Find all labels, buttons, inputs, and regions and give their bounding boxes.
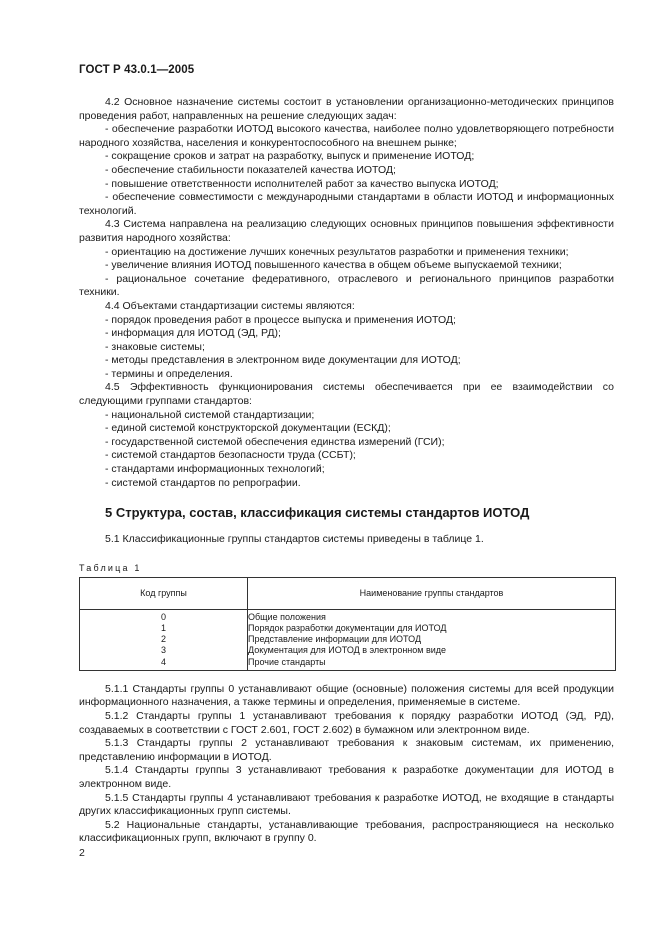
table-row — [80, 609, 616, 670]
list-item: - рациональное сочетание федеративного, отраслевого и регионального принципов разработки техники. — [79, 272, 614, 299]
list-item: - ориентацию на достижение лучших конечных результатов разработки и применения техники; — [105, 245, 569, 258]
list-item: - порядок проведения работ в процессе выпуска и применения ИОТОД; — [105, 313, 456, 326]
list-item: - стандартами информационных технологий; — [105, 463, 325, 476]
list-item: - государственной системой обеспечения единства измерений (ГСИ); — [105, 435, 445, 448]
table-caption: Таблица 1 — [79, 562, 142, 573]
list-item: - методы представления в электронном виде документации для ИОТОД; — [105, 354, 461, 367]
group-name: Порядок разработки документации для ИОТОД — [248, 623, 447, 634]
list-item: - обеспечение разработки ИОТОД высокого качества, наиболее полно удовлетворяющего потребности народного хозяйства, населения и конкурентоспособного на внешнем рынке; — [79, 123, 614, 149]
column-header-name: Наименование группы стандартов — [248, 577, 616, 609]
list-item: - системой стандартов по репрографии. — [105, 476, 301, 489]
paragraph-5-1-1: 5.1.1 Стандарты группы 0 устанавливают общие (основные) положения системы для всей продукции информационного назначения, а также термины и определения, применяемые в системе. — [79, 682, 614, 709]
list-item: - обеспечение совместимости с международными стандартами в области ИОТОД и информационных технологий. — [79, 191, 614, 217]
paragraph-5-1: 5.1 Классификационные группы стандартов системы приведены в таблице 1. — [105, 533, 484, 546]
group-name: Документация для ИОТОД в электронном виде — [248, 645, 447, 656]
list-item: - увеличение влияния ИОТОД повышенного качества в общем объеме выпускаемой техники; — [105, 259, 562, 272]
paragraph-5-2: 5.2 Национальные стандарты, устанавливающие требования, распространяющиеся на несколько классификационных групп, включают в группу 0. — [79, 818, 614, 845]
document-header: ГОСТ Р 43.0.1—2005 — [79, 64, 195, 76]
group-code: 0 — [160, 611, 166, 622]
group-code: 4 — [160, 656, 166, 667]
paragraph-5-1-5: 5.1.5 Стандарты группы 4 устанавливают требования к разработке ИОТОД, не входящие в стандарты других классификационных групп системы. — [79, 791, 614, 818]
paragraph-5-1-3: 5.1.3 Стандарты группы 2 устанавливают требования к знаковым системам, их применению, представлению информации в ИОТОД. — [79, 737, 614, 763]
code-cell — [80, 609, 248, 670]
list-item: - термины и определения. — [105, 367, 233, 380]
list-item: - национальной системой стандартизации; — [105, 408, 315, 421]
paragraph-4-5: 4.5 Эффективность функционирования системы обеспечивается при ее взаимодействии со следующими группами стандартов: — [79, 381, 614, 408]
group-code: 1 — [160, 623, 166, 634]
paragraph-5-1-4: 5.1.4 Стандарты группы 3 устанавливают требования к разработке документации для ИОТОД в электронном виде. — [79, 764, 614, 790]
column-header-code: Код группы — [80, 577, 248, 609]
classification-table — [79, 577, 616, 671]
group-name: Прочие стандарты — [248, 656, 326, 667]
list-item: - единой системой конструкторской документации (ЕСКД); — [105, 422, 391, 435]
list-item: - повышение ответственности исполнителей работ за качество выпуска ИОТОД; — [105, 177, 499, 190]
paragraph-5-1-2: 5.1.2 Стандарты группы 1 устанавливают требования к порядку разработки ИОТОД (ЭД, РД), создаваемых в соответствии с ГОСТ 2.601, ГОСТ 2.602) в бумажном или электронном виде. — [79, 710, 614, 736]
list-item: - информация для ИОТОД (ЭД, РД); — [105, 327, 281, 340]
group-name: Общие положения — [248, 611, 326, 622]
name-cell — [248, 609, 616, 670]
list-item: - сокращение сроков и затрат на разработку, выпуск и применение ИОТОД; — [105, 150, 475, 163]
list-item: - знаковые системы; — [105, 340, 205, 353]
list-item: - обеспечение стабильности показателей качества ИОТОД; — [105, 163, 396, 176]
paragraph-4-2: 4.2 Основное назначение системы состоит в установлении организационно-методических принципов проведения работ, направленных на решение следующих задач: — [79, 96, 614, 122]
section-5-heading: 5 Структура, состав, классификация системы стандартов ИОТОД — [105, 505, 530, 521]
paragraph-4-4: 4.4 Объектами стандартизации системы являются: — [105, 299, 355, 312]
page-number: 2 — [79, 847, 85, 859]
group-name: Представление информации для ИОТОД — [248, 634, 422, 645]
document-body — [79, 96, 614, 846]
group-code: 3 — [160, 645, 166, 656]
paragraph-4-3: 4.3 Система направлена на реализацию следующих основных принципов повышения эффективности развития народного хозяйства: — [79, 218, 614, 244]
group-code: 2 — [160, 634, 166, 645]
list-item: - системой стандартов безопасности труда (ССБТ); — [105, 449, 356, 462]
